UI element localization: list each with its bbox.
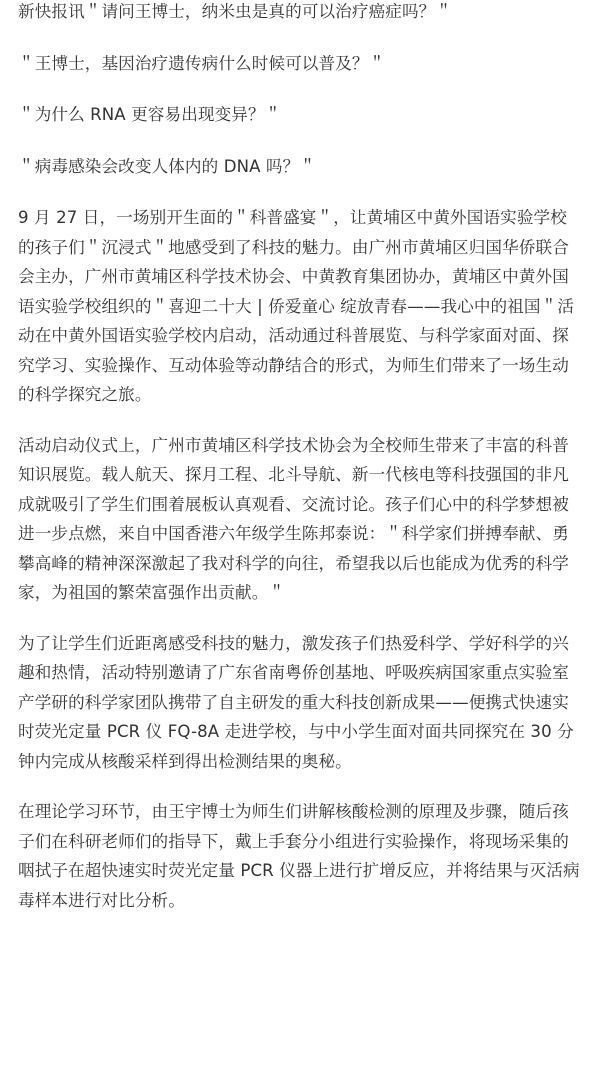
paragraph-scientist-team: 为了让学生们近距离感受科技的魅力，激发孩子们热爱科学、学好科学的兴趣和热情，活动特别邀请了广东省南粤侨创基地、呼吸疾病国家重点实验室产学研的科学家团队携带了自主研发的重大科技创新成果——便携式快速实时荧光定量 PCR 仪 FQ-8A 走进学校，与中小学生面对面共同探究在 30 分钟内完成从核酸采样到得出检测结果的奥秘。 xyxy=(18,633,574,771)
article-body xyxy=(18,0,582,915)
paragraph-opening-ceremony: 活动启动仪式上，广州市黄埔区科学技术协会为全校师生带来了丰富的科普知识展览。载人航天、探月工程、北斗导航、新一代核电等科技强国的非凡成就吸引了学生们围着展板认真观看、交流讨论。孩子们心中的科学梦想被进一步点燃，来自中国香港六年级学生陈邦泰说：＂科学家们拼搏奉献、勇攀高峰的精神深深激起了我对科学的向往，希望我以后也能成为优秀的科学家，为祖国的繁荣富强作出贡献。＂ xyxy=(18,435,569,602)
question-2: ＂王博士，基因治疗遗传病什么时候可以普及？＂ xyxy=(18,53,386,73)
paragraph-theory-session: 在理论学习环节，由王宇博士为师生们讲解核酸检测的原理及步骤，随后孩子们在科研老师们的指导下，戴上手套分小组进行实验操作，将现场采集的咽拭子在超快速实时荧光定量 PCR 仪器上进行扩增反应，并将结果与灭活病毒样本进行对比分析。 xyxy=(18,802,580,910)
question-1: 新快报讯＂请问王博士，纳米虫是真的可以治疗癌症吗？＂ xyxy=(18,2,453,21)
paragraph-event-intro: 9 月 27 日，一场别开生面的＂科普盛宴＂，让黄埔区中黄外国语实验学校的孩子们＂沉浸式＂地感受到了科技的魅力。由广州市黄埔区归国华侨联合会主办，广州市黄埔区科学技术协会、中黄教育集团协办，黄埔区中黄外国语实验学校组织的＂喜迎二十大 | 侨爱童心 绽放青春——我心中的祖国＂活动在中黄外国语实验学校内启动，活动通过科普展览、与科学家面对面、探究学习、实验操作、互动体验等动静结合的形式，为师生们带来了一场生动的科学探究之旅。 xyxy=(18,208,575,404)
question-4: ＂病毒感染会改变人体内的 DNA 吗？＂ xyxy=(18,156,316,176)
question-3: ＂为什么 RNA 更容易出现变异？＂ xyxy=(18,105,282,124)
